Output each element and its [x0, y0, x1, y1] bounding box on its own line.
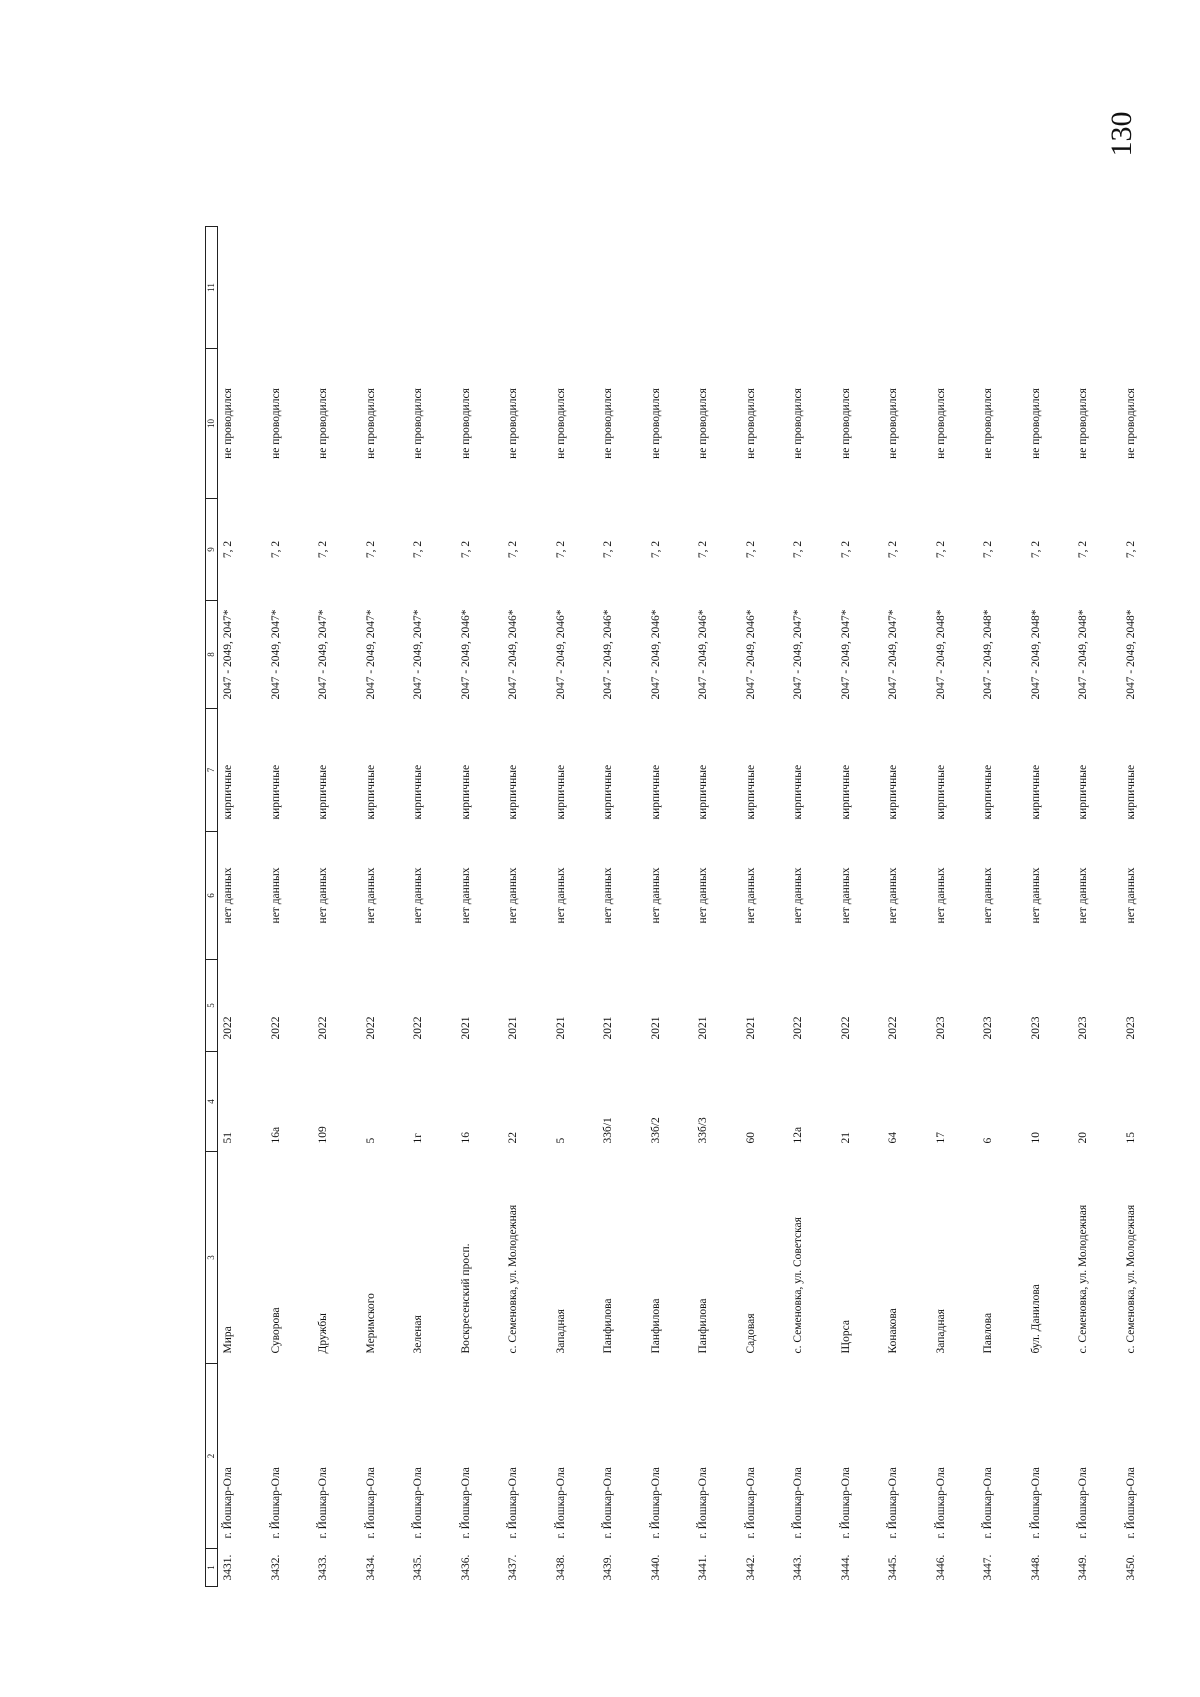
note-cell: [1026, 227, 1074, 349]
inspection-cell: не проводился: [602, 388, 614, 459]
note-cell: [883, 227, 931, 349]
note-cell: [693, 227, 741, 349]
year-cell: 2022: [269, 1016, 282, 1040]
material-cell: кирпичные: [887, 764, 899, 820]
row-number: 3447.: [982, 1554, 994, 1581]
house-number-cell: 33б/2: [649, 1117, 662, 1144]
column-number: 10: [206, 349, 218, 499]
table-body: [218, 227, 1169, 1587]
city-cell: г. Йошкар-Ола: [459, 1467, 472, 1539]
score-cell: 7, 2: [1029, 540, 1042, 559]
inspection-cell: не проводился: [792, 388, 804, 459]
year-cell: 2022: [887, 1016, 899, 1040]
score-cell: 7, 2: [269, 540, 282, 559]
table-row: [741, 227, 789, 1587]
street-cell: Западная: [934, 1309, 947, 1354]
table-row: [361, 227, 409, 1587]
city-cell: г. Йошкар-Ола: [317, 1467, 329, 1539]
city-cell: г. Йошкар-Ола: [839, 1467, 852, 1539]
street-cell: Зеленая: [412, 1315, 424, 1354]
row-number: 3440.: [649, 1554, 662, 1581]
note-cell: [313, 227, 361, 349]
column-number-row: [206, 227, 218, 1587]
city-cell: г. Йошкар-Ола: [364, 1467, 377, 1539]
data-cell: нет данных: [934, 867, 947, 924]
column-number: 3: [206, 1152, 218, 1364]
note-cell: [266, 227, 314, 349]
data-cell: нет данных: [364, 867, 377, 924]
row-number: 3439.: [602, 1554, 614, 1581]
city-cell: г. Йошкар-Ола: [744, 1467, 757, 1539]
period-cell: 2047 - 2049, 2048*: [1124, 609, 1137, 700]
data-cell: нет данных: [1029, 867, 1042, 924]
table-row: [693, 227, 741, 1587]
period-cell: 2047 - 2049, 2048*: [1029, 609, 1042, 700]
row-number: 3434.: [364, 1554, 377, 1581]
period-cell: 2047 - 2049, 2046*: [507, 609, 519, 700]
data-cell: нет данных: [412, 867, 424, 924]
table-row: [788, 227, 836, 1587]
period-cell: 2047 - 2049, 2047*: [412, 609, 424, 700]
note-cell: [551, 227, 599, 349]
period-cell: 2047 - 2049, 2046*: [744, 609, 757, 700]
street-cell: Западная: [554, 1309, 567, 1354]
table-row: [1121, 227, 1169, 1587]
city-cell: г. Йошкар-Ола: [934, 1467, 947, 1539]
street-cell: с. Семеновка, ул. Молодежная: [1124, 1204, 1137, 1354]
city-cell: г. Йошкар-Ола: [649, 1467, 662, 1539]
table-row: [1026, 227, 1074, 1587]
period-cell: 2047 - 2049, 2046*: [649, 609, 662, 700]
street-cell: с. Семеновка, ул. Молодежная: [507, 1204, 519, 1354]
house-number-cell: 12а: [792, 1126, 804, 1144]
score-cell: 7, 2: [792, 540, 804, 559]
housing-table: [205, 226, 1168, 1587]
street-cell: Дружбы: [317, 1313, 329, 1354]
inspection-cell: не проводился: [1029, 388, 1042, 459]
score-cell: 7, 2: [697, 540, 709, 559]
data-cell: нет данных: [222, 867, 234, 924]
row-number: 3448.: [1029, 1554, 1042, 1581]
street-cell: Садовая: [744, 1313, 757, 1354]
row-number: 3443.: [792, 1554, 804, 1581]
material-cell: кирпичные: [649, 764, 662, 820]
year-cell: 2021: [602, 1016, 614, 1040]
year-cell: 2022: [412, 1016, 424, 1040]
period-cell: 2047 - 2049, 2048*: [934, 609, 947, 700]
year-cell: 2021: [554, 1016, 567, 1040]
row-number: 3431.: [222, 1554, 234, 1581]
period-cell: 2047 - 2049, 2047*: [269, 609, 282, 700]
year-cell: 2021: [744, 1016, 757, 1040]
column-number: 8: [206, 601, 218, 709]
table-row: [883, 227, 931, 1587]
city-cell: г. Йошкар-Ола: [602, 1467, 614, 1539]
score-cell: 7, 2: [222, 540, 234, 559]
score-cell: 7, 2: [317, 540, 329, 559]
score-cell: 7, 2: [934, 540, 947, 559]
data-cell: нет данных: [649, 867, 662, 924]
table-row: [978, 227, 1026, 1587]
rotated-table-container: [205, 227, 1137, 1587]
row-number: 3449.: [1077, 1554, 1089, 1581]
score-cell: 7, 2: [554, 540, 567, 559]
street-cell: Панфилова: [697, 1298, 709, 1354]
table-row: [456, 227, 504, 1587]
score-cell: 7, 2: [507, 540, 519, 559]
street-cell: Суворова: [269, 1307, 282, 1354]
material-cell: кирпичные: [1124, 764, 1137, 820]
material-cell: кирпичные: [982, 764, 994, 820]
year-cell: 2021: [507, 1016, 519, 1040]
street-cell: Конакова: [887, 1308, 899, 1354]
year-cell: 2022: [839, 1016, 852, 1040]
city-cell: г. Йошкар-Ола: [887, 1467, 899, 1539]
table-row: [836, 227, 884, 1587]
data-cell: нет данных: [317, 867, 329, 924]
street-cell: с. Семеновка, ул. Молодежная: [1077, 1204, 1089, 1354]
house-number-cell: 6: [982, 1137, 994, 1144]
year-cell: 2023: [1029, 1016, 1042, 1040]
score-cell: 7, 2: [839, 540, 852, 559]
year-cell: 2023: [934, 1016, 947, 1040]
column-number: 4: [206, 1052, 218, 1152]
note-cell: [931, 227, 979, 349]
data-cell: нет данных: [744, 867, 757, 924]
house-number-cell: 33б/3: [697, 1117, 709, 1144]
inspection-cell: не проводился: [887, 388, 899, 459]
inspection-cell: не проводился: [412, 388, 424, 459]
score-cell: 7, 2: [982, 540, 994, 559]
data-cell: нет данных: [602, 867, 614, 924]
period-cell: 2047 - 2049, 2047*: [887, 609, 899, 700]
city-cell: г. Йошкар-Ола: [222, 1467, 234, 1539]
data-cell: нет данных: [839, 867, 852, 924]
table-row: [313, 227, 361, 1587]
row-number: 3435.: [412, 1554, 424, 1581]
house-number-cell: 16: [459, 1132, 472, 1144]
period-cell: 2047 - 2049, 2047*: [317, 609, 329, 700]
inspection-cell: не проводился: [554, 388, 567, 459]
house-number-cell: 22: [507, 1132, 519, 1144]
period-cell: 2047 - 2049, 2046*: [459, 609, 472, 700]
material-cell: кирпичные: [1029, 764, 1042, 820]
row-number: 3445.: [887, 1554, 899, 1581]
row-number: 3432.: [269, 1554, 282, 1581]
column-number: 6: [206, 832, 218, 960]
material-cell: кирпичные: [744, 764, 757, 820]
material-cell: кирпичные: [792, 764, 804, 820]
street-cell: Панфилова: [602, 1298, 614, 1354]
note-cell: [978, 227, 1026, 349]
house-number-cell: 109: [317, 1126, 329, 1144]
house-number-cell: 5: [364, 1137, 377, 1144]
year-cell: 2022: [222, 1016, 234, 1040]
table-row: [551, 227, 599, 1587]
note-cell: [456, 227, 504, 349]
score-cell: 7, 2: [1124, 540, 1137, 559]
house-number-cell: 20: [1077, 1132, 1089, 1144]
row-number: 3442.: [744, 1554, 757, 1581]
row-number: 3433.: [317, 1554, 329, 1581]
data-cell: нет данных: [982, 867, 994, 924]
note-cell: [218, 227, 266, 349]
house-number-cell: 33б/1: [602, 1117, 614, 1144]
period-cell: 2047 - 2049, 2046*: [554, 609, 567, 700]
material-cell: кирпичные: [364, 764, 377, 820]
city-cell: г. Йошкар-Ола: [412, 1467, 424, 1539]
table-row: [598, 227, 646, 1587]
data-cell: нет данных: [887, 867, 899, 924]
score-cell: 7, 2: [459, 540, 472, 559]
street-cell: Щорса: [839, 1320, 852, 1354]
city-cell: г. Йошкар-Ола: [982, 1467, 994, 1539]
data-cell: нет данных: [269, 867, 282, 924]
year-cell: 2023: [1077, 1016, 1089, 1040]
data-cell: нет данных: [459, 867, 472, 924]
column-number: 5: [206, 960, 218, 1052]
period-cell: 2047 - 2049, 2047*: [364, 609, 377, 700]
column-number: 9: [206, 499, 218, 601]
note-cell: [646, 227, 694, 349]
note-cell: [408, 227, 456, 349]
inspection-cell: не проводился: [744, 388, 757, 459]
score-cell: 7, 2: [649, 540, 662, 559]
material-cell: кирпичные: [269, 764, 282, 820]
score-cell: 7, 2: [744, 540, 757, 559]
data-cell: нет данных: [697, 867, 709, 924]
material-cell: кирпичные: [602, 764, 614, 820]
house-number-cell: 16а: [269, 1126, 282, 1144]
period-cell: 2047 - 2049, 2046*: [697, 609, 709, 700]
year-cell: 2023: [1124, 1016, 1137, 1040]
material-cell: кирпичные: [839, 764, 852, 820]
score-cell: 7, 2: [1077, 540, 1089, 559]
period-cell: 2047 - 2049, 2048*: [982, 609, 994, 700]
score-cell: 7, 2: [602, 540, 614, 559]
period-cell: 2047 - 2049, 2047*: [222, 609, 234, 700]
note-cell: [788, 227, 836, 349]
house-number-cell: 10: [1029, 1132, 1042, 1144]
street-cell: Мира: [222, 1326, 234, 1354]
material-cell: кирпичные: [412, 764, 424, 820]
material-cell: кирпичные: [934, 764, 947, 820]
inspection-cell: не проводился: [982, 388, 994, 459]
column-number: 2: [206, 1364, 218, 1549]
page-number: 130: [1105, 111, 1138, 157]
city-cell: г. Йошкар-Ола: [507, 1467, 519, 1539]
street-cell: Меримского: [364, 1293, 377, 1354]
column-number: 7: [206, 709, 218, 832]
material-cell: кирпичные: [697, 764, 709, 820]
column-number: 11: [206, 227, 218, 349]
inspection-cell: не проводился: [1124, 388, 1137, 459]
inspection-cell: не проводился: [649, 388, 662, 459]
row-number: 3438.: [554, 1554, 567, 1581]
note-cell: [1121, 227, 1169, 349]
table-row: [218, 227, 266, 1587]
row-number: 3441.: [697, 1554, 709, 1581]
row-number: 3437.: [507, 1554, 519, 1581]
inspection-cell: не проводился: [269, 388, 282, 459]
inspection-cell: не проводился: [459, 388, 472, 459]
table-row: [408, 227, 456, 1587]
table-row: [646, 227, 694, 1587]
street-cell: с. Семеновка, ул. Советская: [792, 1217, 804, 1354]
inspection-cell: не проводился: [839, 388, 852, 459]
note-cell: [598, 227, 646, 349]
row-number: 3444.: [839, 1554, 852, 1581]
year-cell: 2022: [317, 1016, 329, 1040]
house-number-cell: 51: [222, 1132, 234, 1144]
inspection-cell: не проводился: [934, 388, 947, 459]
table-row: [1073, 227, 1121, 1587]
note-cell: [836, 227, 884, 349]
year-cell: 2023: [982, 1016, 994, 1040]
material-cell: кирпичные: [459, 764, 472, 820]
house-number-cell: 15: [1124, 1132, 1137, 1144]
row-number: 3446.: [934, 1554, 947, 1581]
note-cell: [741, 227, 789, 349]
inspection-cell: не проводился: [697, 388, 709, 459]
note-cell: [503, 227, 551, 349]
city-cell: г. Йошкар-Ола: [554, 1467, 567, 1539]
city-cell: г. Йошкар-Ола: [1077, 1467, 1089, 1539]
year-cell: 2022: [792, 1016, 804, 1040]
house-number-cell: 17: [934, 1132, 947, 1144]
city-cell: г. Йошкар-Ола: [269, 1467, 282, 1539]
table-row: [503, 227, 551, 1587]
column-number: 1: [206, 1549, 218, 1587]
inspection-cell: не проводился: [364, 388, 377, 459]
street-cell: Павлова: [982, 1312, 994, 1354]
house-number-cell: 5: [554, 1137, 567, 1144]
table-row: [266, 227, 314, 1587]
street-cell: бул. Данилова: [1029, 1284, 1042, 1354]
score-cell: 7, 2: [887, 540, 899, 559]
data-cell: нет данных: [792, 867, 804, 924]
street-cell: Воскресенский просп.: [459, 1243, 472, 1354]
score-cell: 7, 2: [364, 540, 377, 559]
period-cell: 2047 - 2049, 2047*: [792, 609, 804, 700]
row-number: 3450.: [1124, 1554, 1137, 1581]
material-cell: кирпичные: [554, 764, 567, 820]
period-cell: 2047 - 2049, 2046*: [602, 609, 614, 700]
house-number-cell: 60: [744, 1132, 757, 1144]
material-cell: кирпичные: [222, 764, 234, 820]
note-cell: [361, 227, 409, 349]
city-cell: г. Йошкар-Ола: [1029, 1467, 1042, 1539]
inspection-cell: не проводился: [222, 388, 234, 459]
house-number-cell: 64: [887, 1132, 899, 1144]
material-cell: кирпичные: [317, 764, 329, 820]
street-cell: Панфилова: [649, 1298, 662, 1354]
year-cell: 2021: [697, 1016, 709, 1040]
period-cell: 2047 - 2049, 2047*: [839, 609, 852, 700]
city-cell: г. Йошкар-Ола: [1124, 1467, 1137, 1539]
data-cell: нет данных: [507, 867, 519, 924]
house-number-cell: 21: [839, 1132, 852, 1144]
data-cell: нет данных: [554, 867, 567, 924]
score-cell: 7, 2: [412, 540, 424, 559]
year-cell: 2021: [459, 1016, 472, 1040]
note-cell: [1073, 227, 1121, 349]
house-number-cell: 1г: [412, 1133, 424, 1144]
material-cell: кирпичные: [1077, 764, 1089, 820]
data-cell: нет данных: [1077, 867, 1089, 924]
year-cell: 2022: [364, 1016, 377, 1040]
table-row: [931, 227, 979, 1587]
city-cell: г. Йошкар-Ола: [792, 1467, 804, 1539]
inspection-cell: не проводился: [507, 388, 519, 459]
data-cell: нет данных: [1124, 867, 1137, 924]
material-cell: кирпичные: [507, 764, 519, 820]
inspection-cell: не проводился: [317, 388, 329, 459]
year-cell: 2021: [649, 1016, 662, 1040]
city-cell: г. Йошкар-Ола: [697, 1467, 709, 1539]
row-number: 3436.: [459, 1554, 472, 1581]
inspection-cell: не проводился: [1077, 388, 1089, 459]
period-cell: 2047 - 2049, 2048*: [1077, 609, 1089, 700]
